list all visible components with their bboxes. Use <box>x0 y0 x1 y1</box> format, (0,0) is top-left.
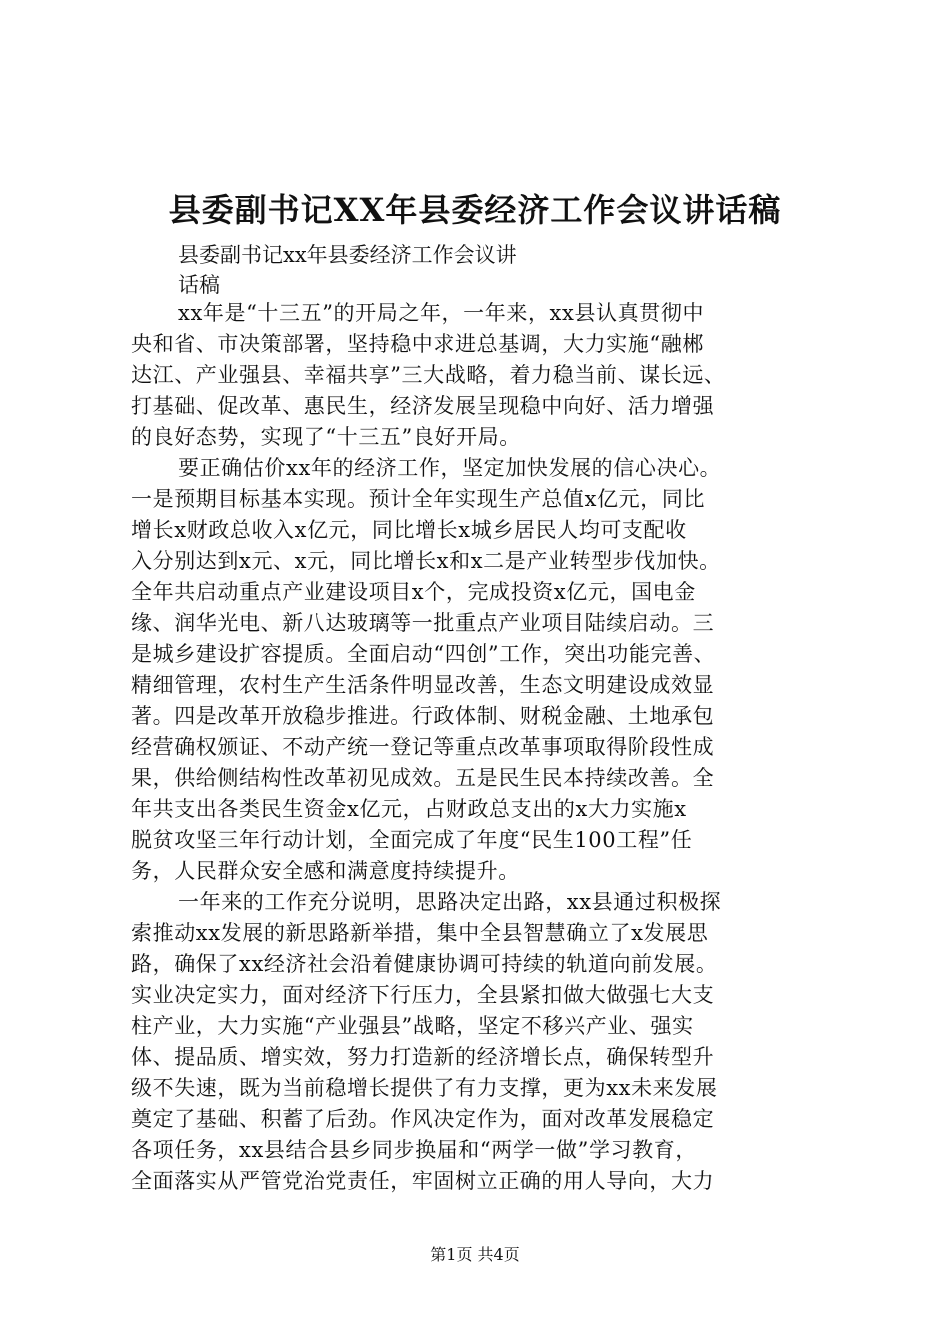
body-line: 务，人民群众安全感和满意度持续提升。 <box>131 859 520 883</box>
body-line: 体、提品质、增实效，努力打造新的经济增长点，确保转型升 <box>131 1045 715 1069</box>
body-line: 入分别达到x元、x元，同比增长x和x二是产业转型步伐加快。 <box>131 549 721 573</box>
body-line: 一年来的工作充分说明，思路决定出路，xx县通过积极探 <box>178 890 722 914</box>
page-footer: 第1页 共4页 <box>430 1245 520 1264</box>
body-line: 果，供给侧结构性改革初见成效。五是民生民本持续改善。全 <box>131 766 715 790</box>
body-line: 实业决定实力，面对经济下行压力，全县紧扣做大做强七大支 <box>131 983 715 1007</box>
body-line: xx年是“十三五”的开局之年，一年来，xx县认真贯彻中 <box>178 301 705 325</box>
body-line: 的良好态势，实现了“十三五”良好开局。 <box>131 425 521 449</box>
body-line: 全面落实从严管党治党责任，牢固树立正确的用人导向，大力 <box>131 1169 715 1193</box>
body-line: 路，确保了xx经济社会沿着健康协调可持续的轨道向前发展。 <box>131 952 718 976</box>
body-line: 要正确估价xx年的经济工作，坚定加快发展的信心决心。 <box>178 456 722 480</box>
body-line: 各项任务，xx县结合县乡同步换届和“两学一做”学习教育， <box>131 1138 697 1162</box>
body-line: 打基础、促改革、惠民生，经济发展呈现稳中向好、活力增强 <box>131 394 715 418</box>
body-line: 级不失速，既为当前稳增长提供了有力支撑，更为xx未来发展 <box>131 1076 718 1100</box>
body-line: 奠定了基础、积蓄了后劲。作风决定作为，面对改革发展稳定 <box>131 1107 715 1131</box>
document-title: 县委副书记XX年县委经济工作会议讲话稿 <box>168 191 782 229</box>
body-text <box>131 298 831 1197</box>
body-line: 达江、产业强县、幸福共享”三大战略，着力稳当前、谋长远、 <box>131 363 726 387</box>
body-line: 年共支出各类民生资金x亿元，占财政总支出的x大力实施x <box>131 797 687 821</box>
subtitle-line-2: 话稿 <box>178 273 220 297</box>
body-line: 脱贫攻坚三年行动计划，全面完成了年度“民生100工程”任 <box>131 828 693 852</box>
body-line: 经营确权颁证、不动产统一登记等重点改革事项取得阶段性成 <box>131 735 715 759</box>
body-line: 全年共启动重点产业建设项目x个，完成投资x亿元，国电金 <box>131 580 696 604</box>
subtitle-line-1: 县委副书记xx年县委经济工作会议讲 <box>178 243 517 267</box>
body-line: 增长x财政总收入x亿元，同比增长x城乡居民人均可支配收 <box>131 518 687 542</box>
body-line: 精细管理，农村生产生活条件明显改善，生态文明建设成效显 <box>131 673 715 697</box>
body-line: 著。四是改革开放稳步推进。行政体制、财税金融、土地承包 <box>131 704 715 728</box>
body-line: 索推动xx发展的新思路新举措，集中全县智慧确立了x发展思 <box>131 921 709 945</box>
body-line: 缘、润华光电、新八达玻璃等一批重点产业项目陆续启动。三 <box>131 611 715 635</box>
body-line: 一是预期目标基本实现。预计全年实现生产总值x亿元，同比 <box>131 487 706 511</box>
body-line: 柱产业，大力实施“产业强县”战略，坚定不移兴产业、强实 <box>131 1014 694 1038</box>
body-line: 央和省、市决策部署，坚持稳中求进总基调，大力实施“融郴 <box>131 332 704 356</box>
body-line: 是城乡建设扩容提质。全面启动“四创”工作，突出功能完善、 <box>131 642 716 666</box>
